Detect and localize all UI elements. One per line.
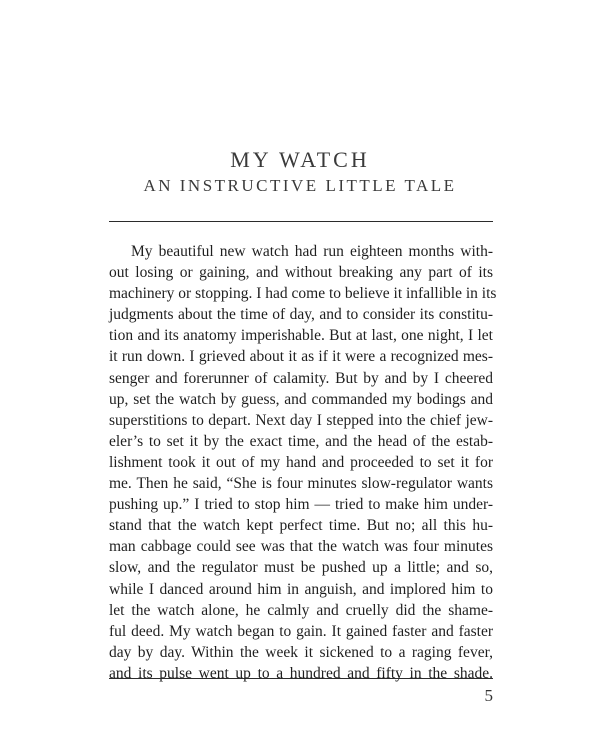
- text-line: day by day. Within the week it sickened to a raging fever,: [109, 643, 493, 661]
- chapter-subtitle: AN INSTRUCTIVE LITTLE TALE: [143, 176, 457, 195]
- text-line: and its pulse went up to a hundred and fifty in the shade.: [109, 664, 493, 682]
- text-line: man cabbage could see was that the watch was four minutes: [109, 538, 493, 556]
- text-line: senger and forerunner of calamity. But by and by I cheered: [109, 369, 493, 387]
- text-line: while I danced around him in anguish, and implored him to: [109, 580, 493, 598]
- text-line: pushing up.” I tried to stop him — tried to make him under-: [109, 496, 493, 514]
- text-line: up, set the watch by guess, and commanded my bodings and: [109, 390, 493, 408]
- text-line: out losing or gaining, and without breaking any part of its: [109, 264, 493, 282]
- text-line: judgments about the time of day, and to consider its constitu-: [109, 306, 493, 324]
- text-line: me. Then he said, “She is four minutes slow-regulator wants: [109, 475, 493, 493]
- text-line: superstitions to depart. Next day I stepped into the chief jew-: [109, 411, 493, 429]
- text-line: machinery or stopping. I had come to believe it infallible in its: [109, 285, 497, 303]
- text-line: let the watch alone, he calmly and cruelly did the shame-: [109, 601, 493, 619]
- text-line: ful deed. My watch began to gain. It gained faster and faster: [109, 622, 493, 640]
- text-line: it run down. I grieved about it as if it were a recognized mes-: [109, 348, 493, 366]
- page-number: 5: [484, 686, 493, 705]
- text-line: tion and its anatomy imperishable. But at last, one night, I let: [109, 327, 493, 345]
- text-line: slow, and the regulator must be pushed up a little; and so,: [109, 559, 493, 577]
- top-rule: [109, 221, 493, 222]
- bottom-rule: [109, 678, 493, 679]
- text-line: lishment took it out of my hand and proceeded to set it for: [109, 453, 493, 471]
- text-line: stand that the watch kept perfect time. But no; all this hu-: [109, 517, 493, 535]
- text-line: My beautiful new watch had run eighteen months with-: [131, 243, 493, 260]
- body-text: [109, 241, 497, 684]
- text-line: eler’s to set it by the exact time, and the head of the estab-: [109, 432, 493, 450]
- chapter-title: MY WATCH: [230, 147, 370, 172]
